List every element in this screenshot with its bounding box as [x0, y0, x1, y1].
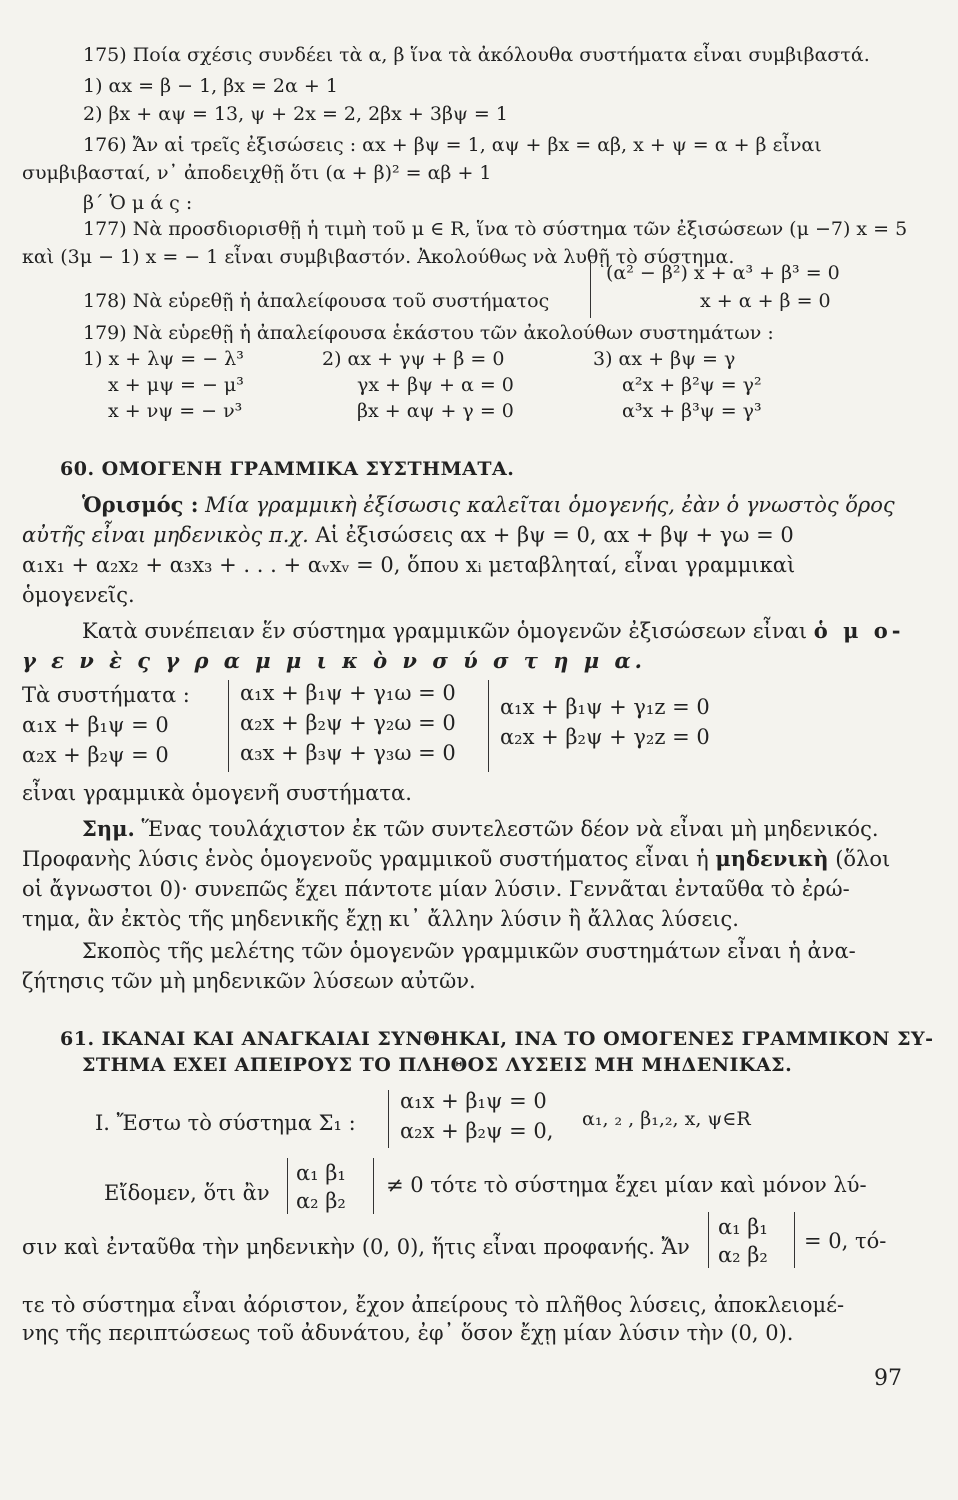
det2-left-bar	[708, 1212, 709, 1268]
exercise-176-line-1: 176) Ἄν αἱ τρεῖς ἐξισώσεις : αx + βψ = 1, αψ + βx = αβ, x + ψ = α + β εἶναι	[83, 134, 822, 156]
note-zero-solution: μηδενικὴ	[715, 846, 829, 871]
system-c-brace	[488, 680, 489, 772]
system-b-brace	[228, 680, 229, 772]
system-a-eq-1: α₁x + β₁ψ = 0	[22, 713, 169, 737]
determinant-row-1: α₁ β₁	[296, 1161, 346, 1185]
system-c-eq-2: α₂x + β₂ψ + γ₂z = 0	[500, 725, 710, 749]
zero-condition-text: = 0, τό-	[804, 1229, 887, 1253]
definition-text: Μία γραμμικὴ ἐξίσωσις καλεῖται ὁμογενής, ἐὰν ὁ γνωστὸς ὅρος	[205, 493, 895, 517]
exercise-177-line-1: 177) Νὰ προσδιορισθῇ ἡ τιμὴ τοῦ μ ∈ R, ἵνα τὸ σύστημα τῶν ἐξισώσεων (μ −7) x = 5	[83, 218, 908, 240]
sigma-eq-2: α₂x + β₂ψ = 0,	[400, 1119, 554, 1143]
definition-label: Ὁρισμός :	[82, 492, 199, 517]
sigma-eq-1: α₁x + β₁ψ = 0	[400, 1089, 547, 1113]
section-61-heading-line-2: ΣΤΗΜΑ ΕΧΕΙ ΑΠΕΙΡΟΥΣ ΤΟ ΠΛΗΘΟΣ ΛΥΣΕΙΣ ΜΗ ΜΗΔΕΝΙΚΑΣ.	[82, 1054, 793, 1076]
indeterminate-text-2: νης τῆς περιπτώσεως τοῦ ἀδυνάτου, ἐφ᾿ ὅσον ἔχῃ μίαν λύσιν τὴν (0, 0).	[22, 1321, 794, 1345]
system-b-eq-3: α₃x + β₃ψ + γ₃ω = 0	[240, 741, 456, 765]
exercise-179-text: 179) Νὰ εὑρεθῇ ἡ ἀπαλείφουσα ἑκάστου τῶν ἀκολούθων συστημάτων :	[83, 322, 774, 344]
note-line-1: Ἕνας τουλάχιστον ἐκ τῶν συντελεστῶν δέον νὰ εἶναι μὴ μηδενικός.	[141, 817, 879, 841]
exercise-178-text: 178) Νὰ εὑρεθῇ ἡ ἀπαλείφουσα τοῦ συστήματος	[83, 290, 550, 312]
exercise-179-c1-row2: x + μψ = − μ³	[108, 374, 244, 396]
det-left-bar	[287, 1158, 288, 1214]
section-60-heading: 60. ΟΜΟΓΕΝΗ ΓΡΑΜΜΙΚΑ ΣΥΣΤΗΜΑΤΑ.	[60, 458, 515, 480]
determinant-2-row-1: α₁ β₁	[718, 1215, 768, 1239]
exercise-178-eq-2: x + α + β = 0	[700, 290, 831, 312]
exercise-176-line-2: συμβιβασταί, ν᾿ ἀποδειχθῇ ὅτι (α + β)² = αβ + 1	[22, 162, 492, 184]
note-line-4: τημα, ἂν ἐκτὸς τῆς μηδενικῆς ἔχῃ κι᾿ ἄλλην λύσιν ἢ ἄλλας λύσεις.	[22, 907, 739, 931]
exercise-177-line-2: καὶ (3μ − 1) x = − 1 εἶναι συμβιβαστόν. Ἀκολούθως νὰ λυθῇ τὸ σύστημα.	[22, 246, 735, 268]
exercise-179-c1-row1: 1) x + λψ = − λ³	[83, 348, 244, 370]
note-line-2-end: (ὅλοι	[835, 847, 891, 871]
exercise-178-brace	[590, 260, 591, 318]
exercise-175-system-2: 2) βx + αψ = 13, ψ + 2x = 2, 2βx + 3βψ = 1	[83, 103, 508, 125]
exercise-179-c3-row1: 3) αx + βψ = γ	[593, 348, 736, 370]
sigma-domain: α₁, ₂ , β₁,₂, x, ψ∈R	[582, 1108, 751, 1130]
consequence-text: Κατὰ συνέπειαν ἕν σύστημα γραμμικῶν ὁμογενῶν ἐξισώσεων εἶναι	[82, 619, 808, 643]
definition-examples: Αἱ ἐξισώσεις αx + βψ = 0, αx + βψ + γω = 0	[315, 523, 794, 547]
exercise-179-c2-row2: γx + βψ + α = 0	[357, 374, 514, 396]
consequence-term-start: ὁ μ ο-	[813, 618, 905, 643]
exercise-175-system-1: 1) αx = β − 1, βx = 2α + 1	[83, 75, 338, 97]
note-line-3: οἱ ἄγνωστοι 0)· συνεπῶς ἔχει πάντοτε μίαν λύσιν. Γεννᾶται ἐνταῦθα τὸ ἐρώ-	[22, 877, 850, 901]
homogeneous-system-term: γ ε ν ὲ ς γ ρ α μ μ ι κ ὸ ν σ ύ σ τ η μ α.	[22, 648, 646, 673]
determinant-2-row-2: α₂ β₂	[718, 1243, 768, 1267]
exercise-179-c3-row3: α³x + β³ψ = γ³	[622, 400, 762, 422]
system-c-eq-1: α₁x + β₁ψ + γ₁z = 0	[500, 695, 710, 719]
let-system-label: I. Ἔστω τὸ σύστημα Σ₁ :	[95, 1111, 356, 1135]
goal-line-2: ζήτησις τῶν μὴ μηδενικῶν λύσεων αὐτῶν.	[22, 969, 476, 993]
exercise-179-c3-row2: α²x + β²ψ = γ²	[622, 374, 762, 396]
system-b-eq-2: α₂x + β₂ψ + γ₂ω = 0	[240, 711, 456, 735]
system-a-eq-2: α₂x + β₂ψ = 0	[22, 743, 169, 767]
systems-label: Τὰ συστήματα :	[22, 683, 190, 707]
definition-text-cont: αὐτῆς εἶναι μηδενικὸς π.χ.	[22, 523, 309, 547]
det2-right-bar	[794, 1212, 795, 1268]
exercise-175-title: 175) Ποία σχέσις συνδέει τὰ α, β ἵνα τὰ ἀκόλουθα συστήματα εἶναι συμβιβαστά.	[83, 44, 870, 66]
systems-conclusion: εἶναι γραμμικὰ ὁμογενῆ συστήματα.	[22, 781, 412, 805]
exercise-179-c1-row3: x + νψ = − ν³	[108, 400, 243, 422]
nonzero-condition-text: ≠ 0 τότε τὸ σύστημα ἔχει μίαν καὶ μόνον λύ-	[386, 1173, 867, 1197]
seen-text: Εἴδομεν, ὅτι ἂν	[104, 1181, 270, 1205]
determinant-row-2: α₂ β₂	[296, 1189, 346, 1213]
system-b-eq-1: α₁x + β₁ψ + γ₁ω = 0	[240, 681, 456, 705]
section-61-heading-line-1: 61. ΙΚΑΝΑΙ ΚΑΙ ΑΝΑΓΚΑΙΑΙ ΣΥΝΘΗΚΑΙ, ΙΝΑ ΤΟ ΟΜΟΓΕΝΕΣ ΓΡΑΜΜΙΚΟΝ ΣΥ-	[60, 1028, 934, 1050]
page-number: 97	[874, 1366, 902, 1391]
note-line-2: Προφανὴς λύσις ἑνὸς ὁμογενοῦς γραμμικοῦ συστήματος εἶναι ἡ	[22, 847, 709, 871]
exercise-179-c2-row3: βx + αψ + γ = 0	[357, 400, 514, 422]
goal-line-1: Σκοπὸς τῆς μελέτης τῶν ὁμογενῶν γραμμικῶν συστημάτων εἶναι ἡ ἀνα-	[82, 939, 856, 963]
unique-solution-text: σιν καὶ ἐνταῦθα τὴν μηδενικὴν (0, 0), ἥτις εἶναι προφανής. Ἄν	[22, 1235, 690, 1259]
indeterminate-text-1: τε τὸ σύστημα εἶναι ἀόριστον, ἔχον ἀπείρους τὸ πλῆθος λύσεις, ἀποκλειομέ-	[22, 1293, 845, 1317]
sigma-system-brace	[388, 1090, 389, 1148]
det-right-bar	[373, 1158, 374, 1214]
exercise-178-eq-1: (α² − β²) x + α³ + β³ = 0	[606, 262, 840, 284]
group-b-label: β΄ Ὁ μ ά ς :	[83, 192, 193, 214]
exercise-179-c2-row1: 2) αx + γψ + β = 0	[322, 348, 505, 370]
note-label: Σημ.	[82, 816, 135, 841]
general-homogeneous-equation: α₁x₁ + α₂x₂ + α₃x₃ + . . . + αᵥxᵥ = 0, ὅπου xᵢ μεταβληταί, εἶναι γραμμικαὶ	[22, 553, 796, 577]
homogeneous-word: ὁμογενεῖς.	[22, 583, 135, 607]
